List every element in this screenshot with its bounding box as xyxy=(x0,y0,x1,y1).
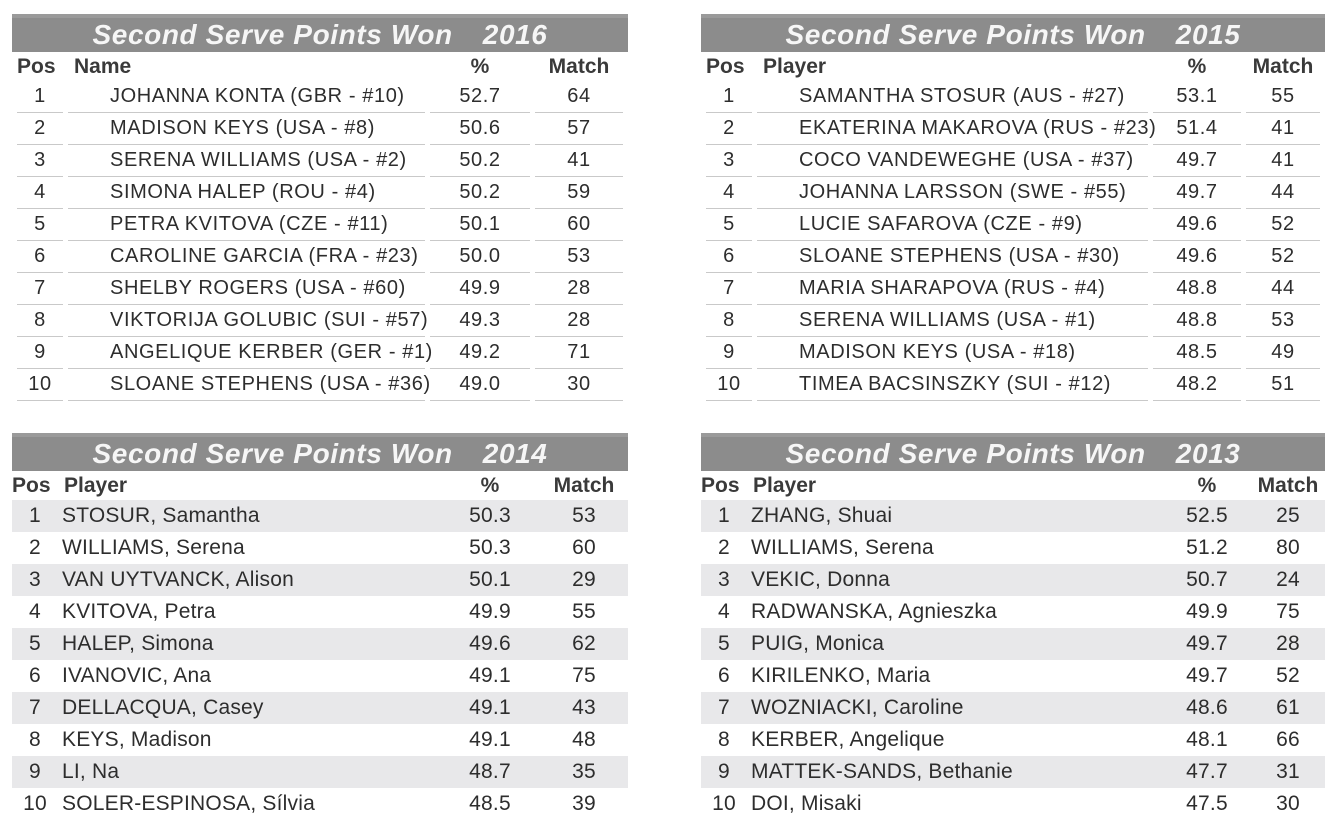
col-header-match: Match xyxy=(548,54,610,78)
cell-pct: 48.7 xyxy=(440,756,540,788)
column-header-row xyxy=(17,52,623,81)
cell-pos: 5 xyxy=(12,628,58,660)
cell-player: STOSUR, Samantha xyxy=(58,500,440,532)
table-row xyxy=(706,177,1320,209)
cell-pct: 49.9 xyxy=(430,273,530,305)
cell-pos: 7 xyxy=(706,273,752,305)
cell-match: 41 xyxy=(535,145,623,177)
cell-pos: 1 xyxy=(12,500,58,532)
table-second-serve-2014 xyxy=(12,433,628,820)
cell-player: RADWANSKA, Agnieszka xyxy=(751,600,997,623)
cell-match: 52 xyxy=(1246,209,1320,241)
cell-player: SHELBY ROGERS (USA - #60) xyxy=(68,273,425,305)
cell-pos: 9 xyxy=(706,337,752,369)
cell-player: JOHANNA KONTA (GBR - #10) xyxy=(68,81,425,113)
cell-match: 51 xyxy=(1246,369,1320,401)
cell-match: 30 xyxy=(535,369,623,401)
cell-pos: 5 xyxy=(706,209,752,241)
cell-pos: 2 xyxy=(706,113,752,145)
cell-pct: 49.0 xyxy=(430,369,530,401)
cell-match: 52 xyxy=(1246,241,1320,273)
cell-match: 55 xyxy=(572,600,596,623)
cell-pos: 4 xyxy=(29,600,41,623)
cell-pct: 50.1 xyxy=(440,564,540,596)
table-row xyxy=(706,81,1320,113)
cell-match: 60 xyxy=(572,536,596,559)
cell-pos: 2 xyxy=(718,536,730,559)
cell-player: IVANOVIC, Ana xyxy=(62,664,212,687)
table-year: 2016 xyxy=(482,19,548,50)
table-row xyxy=(706,369,1320,401)
table-header-bar xyxy=(701,433,1325,471)
cell-pos: 9 xyxy=(701,756,747,788)
table-row xyxy=(701,756,1325,788)
cell-match: 41 xyxy=(1246,145,1320,177)
col-header-pct: % xyxy=(1197,473,1217,497)
cell-pct: 50.2 xyxy=(430,145,530,177)
cell-pos: 4 xyxy=(17,177,63,209)
cell-player: PUIG, Monica xyxy=(747,628,1163,660)
table-row xyxy=(12,596,628,628)
cell-match: 52 xyxy=(1276,664,1300,687)
cell-pos: 7 xyxy=(17,273,63,305)
cell-player: PETRA KVITOVA (CZE - #11) xyxy=(68,209,425,241)
cell-player: VEKIC, Donna xyxy=(747,564,1163,596)
cell-pct: 49.2 xyxy=(430,337,530,369)
cell-match: 75 xyxy=(572,664,596,687)
cell-match: 28 xyxy=(535,273,623,305)
cell-player: HALEP, Simona xyxy=(58,628,440,660)
cell-pos: 5 xyxy=(17,209,63,241)
cell-pct: 48.8 xyxy=(1153,305,1241,337)
cell-player: LI, Na xyxy=(58,756,440,788)
cell-match: 44 xyxy=(1246,273,1320,305)
cell-player: ANGELIQUE KERBER (GER - #1) xyxy=(68,337,425,369)
table-row xyxy=(17,177,623,209)
table-row xyxy=(12,564,628,596)
cell-match: 43 xyxy=(540,692,628,724)
table-year: 2015 xyxy=(1175,19,1241,50)
table-row xyxy=(706,209,1320,241)
cell-player: KEYS, Madison xyxy=(62,728,212,751)
cell-pos: 1 xyxy=(706,81,752,113)
cell-pos: 10 xyxy=(23,792,47,815)
table-header-bar xyxy=(12,14,628,52)
cell-pct: 48.6 xyxy=(1163,692,1251,724)
cell-pos: 3 xyxy=(12,564,58,596)
cell-pct: 48.5 xyxy=(1153,337,1241,369)
stats-table xyxy=(12,52,628,401)
cell-pos: 8 xyxy=(29,728,41,751)
col-header-player: Player xyxy=(753,473,817,497)
cell-pos: 6 xyxy=(706,241,752,273)
cell-match: 35 xyxy=(540,756,628,788)
col-header-match: Match xyxy=(1257,473,1319,497)
cell-pct: 48.8 xyxy=(1153,273,1241,305)
cell-player: WOZNIACKI, Caroline xyxy=(747,692,1163,724)
cell-match: 39 xyxy=(572,792,596,815)
cell-player: ZHANG, Shuai xyxy=(747,500,1163,532)
cell-pct: 47.5 xyxy=(1186,792,1228,815)
cell-pos: 6 xyxy=(17,241,63,273)
cell-pos: 1 xyxy=(701,500,747,532)
cell-match: 71 xyxy=(535,337,623,369)
cell-player: MADISON KEYS (USA - #8) xyxy=(68,113,425,145)
cell-pct: 48.1 xyxy=(1186,728,1228,751)
cell-match: 55 xyxy=(1246,81,1320,113)
stats-table xyxy=(701,52,1325,401)
cell-pct: 51.2 xyxy=(1186,536,1228,559)
cell-match: 44 xyxy=(1246,177,1320,209)
table-row xyxy=(17,241,623,273)
cell-pct: 49.7 xyxy=(1153,177,1241,209)
cell-pos: 8 xyxy=(17,305,63,337)
cell-pct: 50.0 xyxy=(430,241,530,273)
cell-match: 53 xyxy=(1246,305,1320,337)
cell-player: MATTEK-SANDS, Bethanie xyxy=(747,756,1163,788)
table-row xyxy=(12,628,628,660)
cell-pct: 52.7 xyxy=(430,81,530,113)
col-header-pct: % xyxy=(1187,54,1207,78)
cell-pct: 50.6 xyxy=(430,113,530,145)
table-title: Second Serve Points Won xyxy=(785,438,1146,469)
table-header-bar xyxy=(12,433,628,471)
cell-player: JOHANNA LARSSON (SWE - #55) xyxy=(757,177,1148,209)
table-row xyxy=(701,788,1325,820)
cell-match: 28 xyxy=(535,305,623,337)
table-row xyxy=(701,660,1325,692)
cell-pos: 6 xyxy=(718,664,730,687)
cell-match: 60 xyxy=(535,209,623,241)
cell-pos: 3 xyxy=(17,145,63,177)
col-header-player: Player xyxy=(64,473,128,497)
cell-player: DELLACQUA, Casey xyxy=(58,692,440,724)
table-row xyxy=(706,113,1320,145)
col-header-match: Match xyxy=(1252,54,1314,78)
cell-pct: 49.1 xyxy=(440,692,540,724)
cell-pct: 50.1 xyxy=(430,209,530,241)
cell-match: 49 xyxy=(1246,337,1320,369)
cell-pos: 10 xyxy=(706,369,752,401)
cell-pos: 8 xyxy=(706,305,752,337)
cell-player: MARIA SHARAPOVA (RUS - #4) xyxy=(757,273,1148,305)
cell-player: VAN UYTVANCK, Alison xyxy=(58,564,440,596)
table-row xyxy=(12,500,628,532)
cell-match: 57 xyxy=(535,113,623,145)
cell-pct: 50.7 xyxy=(1163,564,1251,596)
cell-player: SLOANE STEPHENS (USA - #30) xyxy=(757,241,1148,273)
cell-pos: 9 xyxy=(12,756,58,788)
table-row xyxy=(12,660,628,692)
cell-pos: 6 xyxy=(29,664,41,687)
cell-pct: 49.6 xyxy=(1153,241,1241,273)
table-row xyxy=(701,564,1325,596)
cell-pct: 49.3 xyxy=(430,305,530,337)
cell-player: TIMEA BACSINSZKY (SUI - #12) xyxy=(757,369,1148,401)
cell-pct: 50.2 xyxy=(430,177,530,209)
table-row xyxy=(12,788,628,820)
cell-match: 64 xyxy=(535,81,623,113)
cell-player: LUCIE SAFAROVA (CZE - #9) xyxy=(757,209,1148,241)
cell-player: COCO VANDEWEGHE (USA - #37) xyxy=(757,145,1148,177)
cell-match: 61 xyxy=(1251,692,1325,724)
cell-match: 30 xyxy=(1276,792,1300,815)
table-row xyxy=(12,692,628,724)
cell-pct: 49.6 xyxy=(440,628,540,660)
table-row xyxy=(706,337,1320,369)
cell-match: 53 xyxy=(540,500,628,532)
table-row xyxy=(17,113,623,145)
table-row xyxy=(701,500,1325,532)
cell-match: 80 xyxy=(1276,536,1300,559)
cell-player: SOLER-ESPINOSA, Sílvia xyxy=(62,792,315,815)
table-row xyxy=(17,145,623,177)
cell-player: SLOANE STEPHENS (USA - #36) xyxy=(68,369,425,401)
cell-pos: 4 xyxy=(718,600,730,623)
col-header-pct: % xyxy=(470,54,490,78)
table-row xyxy=(17,209,623,241)
cell-match: 75 xyxy=(1276,600,1300,623)
cell-player: SAMANTHA STOSUR (AUS - #27) xyxy=(757,81,1148,113)
table-title: Second Serve Points Won xyxy=(92,19,453,50)
table-year: 2014 xyxy=(482,438,548,469)
cell-pct: 49.7 xyxy=(1163,628,1251,660)
table-row xyxy=(706,241,1320,273)
cell-pos: 2 xyxy=(29,536,41,559)
cell-player: EKATERINA MAKAROVA (RUS - #23) xyxy=(757,113,1148,145)
cell-pos: 2 xyxy=(17,113,63,145)
cell-pos: 10 xyxy=(712,792,736,815)
table-row xyxy=(12,724,628,756)
cell-pos: 7 xyxy=(701,692,747,724)
cell-pct: 49.7 xyxy=(1153,145,1241,177)
cell-match: 25 xyxy=(1251,500,1325,532)
cell-player: SERENA WILLIAMS (USA - #1) xyxy=(757,305,1148,337)
table-row xyxy=(701,628,1325,660)
table-row xyxy=(701,724,1325,756)
cell-pct: 52.5 xyxy=(1163,500,1251,532)
cell-pos: 9 xyxy=(17,337,63,369)
cell-pct: 50.3 xyxy=(469,536,511,559)
cell-pos: 7 xyxy=(12,692,58,724)
cell-player: KVITOVA, Petra xyxy=(62,600,216,623)
cell-player: SERENA WILLIAMS (USA - #2) xyxy=(68,145,425,177)
column-header-row xyxy=(706,52,1320,81)
stats-table xyxy=(701,471,1325,820)
cell-player: WILLIAMS, Serena xyxy=(62,536,245,559)
column-header-row xyxy=(701,471,1325,500)
col-header-name: Name xyxy=(74,54,132,78)
cell-player: DOI, Misaki xyxy=(751,792,862,815)
cell-player: WILLIAMS, Serena xyxy=(751,536,934,559)
table-row xyxy=(706,273,1320,305)
cell-pct: 49.9 xyxy=(469,600,511,623)
cell-match: 62 xyxy=(540,628,628,660)
cell-player: KIRILENKO, Maria xyxy=(751,664,931,687)
cell-pos: 3 xyxy=(706,145,752,177)
col-header-pos: Pos xyxy=(701,473,740,497)
table-row xyxy=(17,305,623,337)
col-header-pct: % xyxy=(480,473,500,497)
table-row xyxy=(706,145,1320,177)
table-row xyxy=(12,532,628,564)
cell-match: 53 xyxy=(535,241,623,273)
cell-pos: 1 xyxy=(17,81,63,113)
table-row xyxy=(17,273,623,305)
col-header-pos: Pos xyxy=(12,473,51,497)
cell-pct: 49.1 xyxy=(469,728,511,751)
col-header-pos: Pos xyxy=(17,54,56,78)
table-year: 2013 xyxy=(1175,438,1241,469)
cell-match: 29 xyxy=(540,564,628,596)
cell-match: 31 xyxy=(1251,756,1325,788)
col-header-match: Match xyxy=(553,473,615,497)
table-row xyxy=(701,692,1325,724)
table-title: Second Serve Points Won xyxy=(785,19,1146,50)
table-row xyxy=(12,756,628,788)
table-row xyxy=(17,81,623,113)
table-second-serve-2015 xyxy=(701,14,1325,401)
table-second-serve-2016 xyxy=(12,14,628,401)
cell-match: 66 xyxy=(1276,728,1300,751)
col-header-pos: Pos xyxy=(706,54,745,78)
cell-match: 48 xyxy=(572,728,596,751)
cell-pct: 48.2 xyxy=(1153,369,1241,401)
cell-pos: 10 xyxy=(17,369,63,401)
cell-pct: 49.7 xyxy=(1186,664,1228,687)
table-row xyxy=(701,596,1325,628)
cell-player: CAROLINE GARCIA (FRA - #23) xyxy=(68,241,425,273)
table-title: Second Serve Points Won xyxy=(92,438,453,469)
cell-pos: 8 xyxy=(718,728,730,751)
table-row xyxy=(706,305,1320,337)
cell-match: 24 xyxy=(1251,564,1325,596)
table-row xyxy=(701,532,1325,564)
cell-match: 28 xyxy=(1251,628,1325,660)
cell-pct: 48.5 xyxy=(469,792,511,815)
cell-match: 41 xyxy=(1246,113,1320,145)
stats-table xyxy=(12,471,628,820)
cell-match: 59 xyxy=(535,177,623,209)
col-header-player: Player xyxy=(763,54,827,78)
cell-pos: 4 xyxy=(706,177,752,209)
table-row xyxy=(17,369,623,401)
cell-player: SIMONA HALEP (ROU - #4) xyxy=(68,177,425,209)
cell-player: KERBER, Angelique xyxy=(751,728,945,751)
cell-pct: 49.1 xyxy=(469,664,511,687)
cell-pos: 3 xyxy=(701,564,747,596)
cell-player: VIKTORIJA GOLUBIC (SUI - #57) xyxy=(68,305,425,337)
cell-pct: 53.1 xyxy=(1153,81,1241,113)
cell-pos: 5 xyxy=(701,628,747,660)
cell-pct: 51.4 xyxy=(1153,113,1241,145)
column-header-row xyxy=(12,471,628,500)
table-row xyxy=(17,337,623,369)
cell-pct: 47.7 xyxy=(1163,756,1251,788)
cell-player: MADISON KEYS (USA - #18) xyxy=(757,337,1148,369)
table-header-bar xyxy=(701,14,1325,52)
cell-pct: 49.6 xyxy=(1153,209,1241,241)
cell-pct: 49.9 xyxy=(1186,600,1228,623)
cell-pct: 50.3 xyxy=(440,500,540,532)
table-second-serve-2013 xyxy=(701,433,1325,820)
